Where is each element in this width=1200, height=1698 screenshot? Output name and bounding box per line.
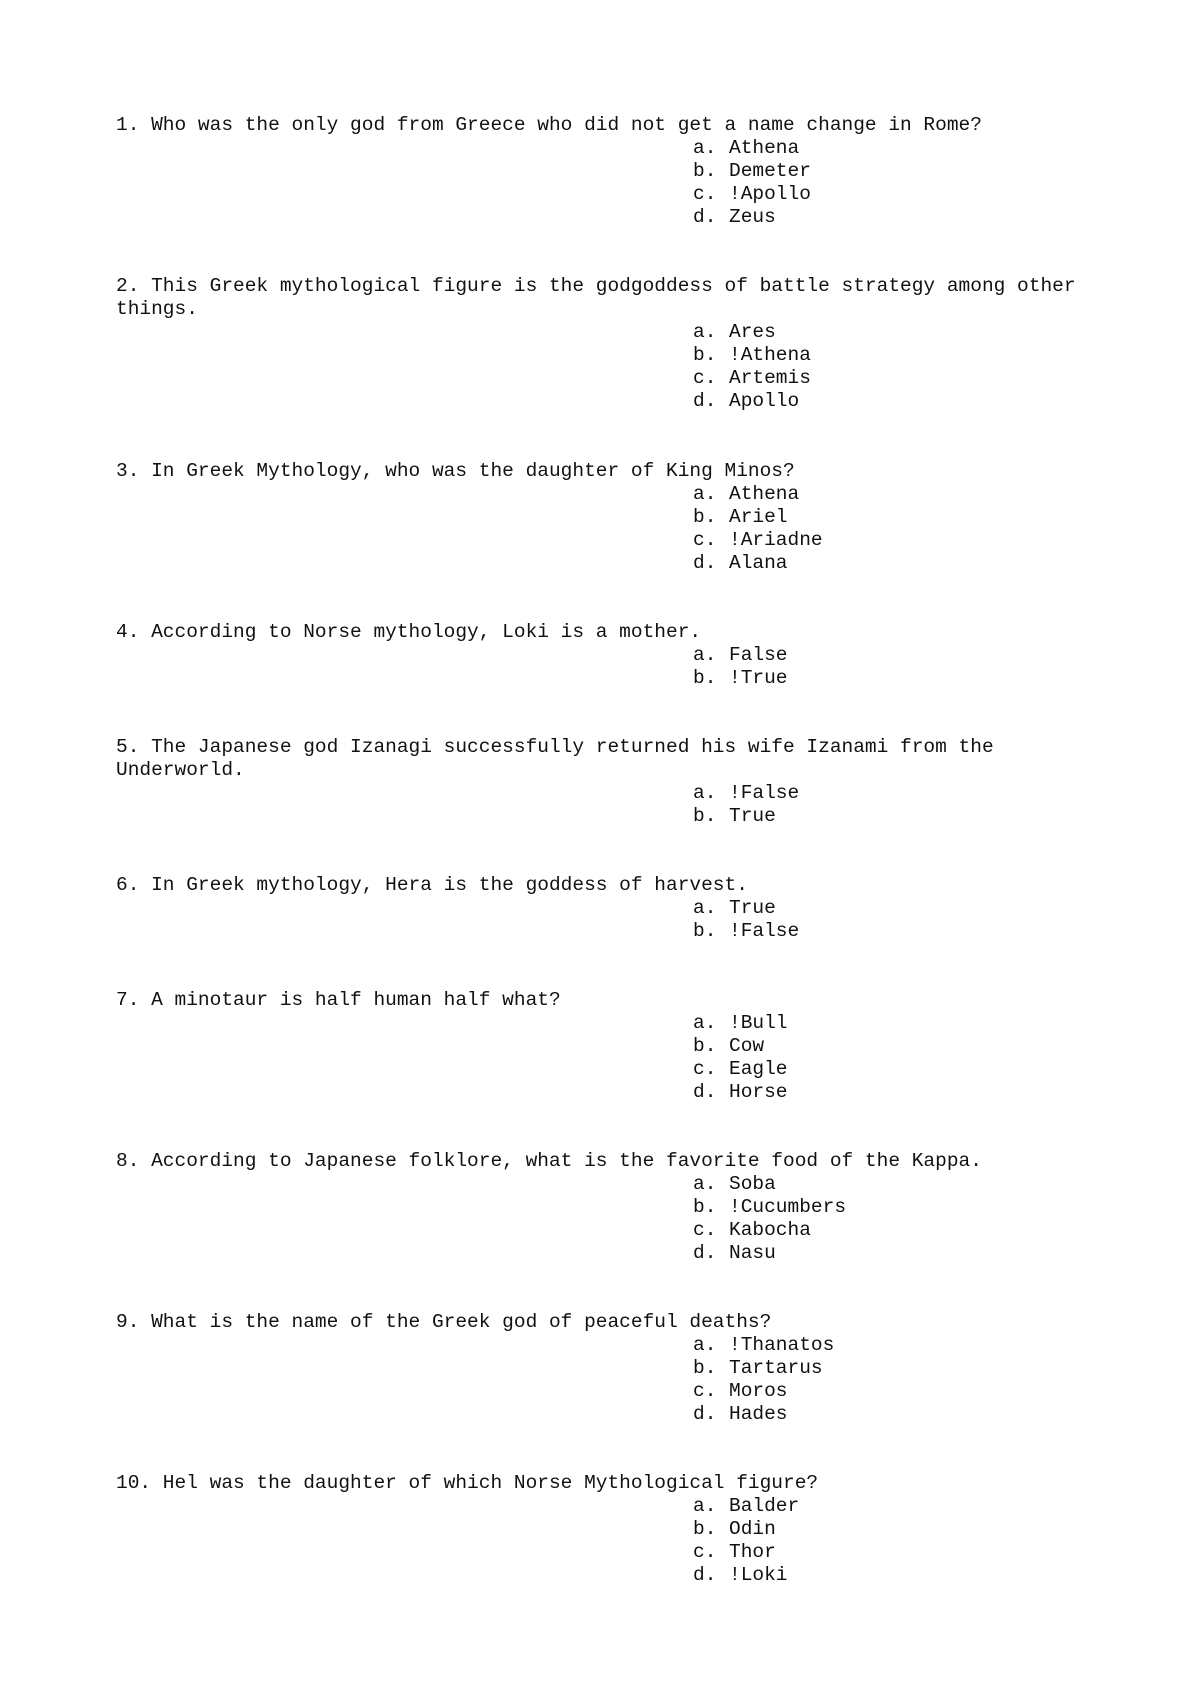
option-label: True (729, 805, 776, 827)
option-label: !Thanatos (729, 1334, 835, 1356)
option-list (116, 483, 1076, 575)
option-b (693, 1196, 1076, 1219)
option-a (693, 1173, 1076, 1196)
option-b (693, 667, 1076, 690)
option-label: Zeus (729, 206, 776, 228)
option-b (693, 805, 1076, 828)
question-text: 7. A minotaur is half human half what? (116, 989, 561, 1011)
question-text: 2. This Greek mythological figure is the godgoddess of battle strategy among other things. (116, 275, 1088, 320)
option-label: Athena (729, 483, 800, 505)
option-label: !Bull (729, 1012, 788, 1034)
option-letter: b. (693, 160, 717, 182)
option-letter: a. (693, 483, 717, 505)
option-list (116, 782, 1076, 828)
option-label: Ariel (729, 506, 788, 528)
option-d (693, 1081, 1076, 1104)
option-label: Artemis (729, 367, 811, 389)
option-letter: a. (693, 1495, 717, 1517)
option-letter: d. (693, 206, 717, 228)
option-b (693, 344, 1076, 367)
option-letter: b. (693, 805, 717, 827)
option-label: Balder (729, 1495, 800, 1517)
question-1 (116, 114, 1076, 229)
option-letter: c. (693, 529, 717, 551)
question-text: 5. The Japanese god Izanagi successfully returned his wife Izanami from the Underworld. (116, 736, 1006, 781)
option-list (116, 897, 1076, 943)
option-a (693, 1012, 1076, 1035)
option-label: !Ariadne (729, 529, 823, 551)
option-letter: b. (693, 1518, 717, 1540)
option-letter: a. (693, 782, 717, 804)
option-a (693, 782, 1076, 805)
option-label: Horse (729, 1081, 788, 1103)
option-label: Apollo (729, 390, 800, 412)
question-text: 1. Who was the only god from Greece who did not get a name change in Rome? (116, 114, 982, 136)
option-letter: b. (693, 344, 717, 366)
option-letter: d. (693, 1403, 717, 1425)
option-b (693, 160, 1076, 183)
option-d (693, 1403, 1076, 1426)
question-text: 10. Hel was the daughter of which Norse Mythological figure? (116, 1472, 819, 1494)
question-3 (116, 460, 1076, 575)
option-list (116, 1173, 1076, 1265)
option-a (693, 321, 1076, 344)
option-label: !Cucumbers (729, 1196, 847, 1218)
question-4 (116, 621, 1076, 690)
option-letter: a. (693, 1012, 717, 1034)
option-letter: c. (693, 1219, 717, 1241)
option-letter: d. (693, 390, 717, 412)
option-letter: c. (693, 1541, 717, 1563)
option-a (693, 483, 1076, 506)
option-letter: b. (693, 506, 717, 528)
option-c (693, 529, 1076, 552)
option-letter: d. (693, 1081, 717, 1103)
option-list (116, 1012, 1076, 1104)
question-5 (116, 736, 1076, 828)
question-6 (116, 874, 1076, 943)
question-8 (116, 1150, 1076, 1265)
option-label: True (729, 897, 776, 919)
option-label: !False (729, 782, 800, 804)
option-list (116, 1495, 1076, 1587)
option-label: !Loki (729, 1564, 788, 1586)
option-letter: c. (693, 367, 717, 389)
question-text: 4. According to Norse mythology, Loki is a mother. (116, 621, 702, 643)
question-text: 6. In Greek mythology, Hera is the goddess of harvest. (116, 874, 748, 896)
option-d (693, 1242, 1076, 1265)
option-letter: a. (693, 897, 717, 919)
option-c (693, 1219, 1076, 1242)
option-letter: b. (693, 1035, 717, 1057)
question-10 (116, 1472, 1076, 1587)
option-label: Kabocha (729, 1219, 811, 1241)
option-label: Athena (729, 137, 800, 159)
option-letter: d. (693, 1242, 717, 1264)
option-list (116, 137, 1076, 229)
option-c (693, 183, 1076, 206)
question-text: 9. What is the name of the Greek god of peaceful deaths? (116, 1311, 772, 1333)
option-d (693, 552, 1076, 575)
option-label: Odin (729, 1518, 776, 1540)
option-list (116, 644, 1076, 690)
option-c (693, 367, 1076, 390)
option-label: Moros (729, 1380, 788, 1402)
option-letter: a. (693, 321, 717, 343)
option-letter: c. (693, 183, 717, 205)
option-letter: a. (693, 137, 717, 159)
option-letter: b. (693, 1196, 717, 1218)
option-letter: b. (693, 1357, 717, 1379)
option-a (693, 897, 1076, 920)
option-label: Nasu (729, 1242, 776, 1264)
option-label: Soba (729, 1173, 776, 1195)
option-letter: a. (693, 1173, 717, 1195)
option-label: !False (729, 920, 800, 942)
option-label: Demeter (729, 160, 811, 182)
option-letter: d. (693, 1564, 717, 1586)
option-label: !True (729, 667, 788, 689)
option-d (693, 206, 1076, 229)
question-text: 3. In Greek Mythology, who was the daughter of King Minos? (116, 460, 795, 482)
question-9 (116, 1311, 1076, 1426)
option-label: Cow (729, 1035, 765, 1057)
option-letter: a. (693, 1334, 717, 1356)
option-label: Alana (729, 552, 788, 574)
option-b (693, 1518, 1076, 1541)
option-c (693, 1380, 1076, 1403)
question-text: 8. According to Japanese folklore, what is the favorite food of the Kappa. (116, 1150, 982, 1172)
option-label: Tartarus (729, 1357, 823, 1379)
option-label: Thor (729, 1541, 776, 1563)
option-label: Hades (729, 1403, 788, 1425)
option-label: Ares (729, 321, 776, 343)
option-d (693, 1564, 1076, 1587)
option-b (693, 506, 1076, 529)
option-a (693, 137, 1076, 160)
option-letter: d. (693, 552, 717, 574)
option-b (693, 1035, 1076, 1058)
option-label: False (729, 644, 788, 666)
question-2 (116, 275, 1088, 413)
option-d (693, 390, 1076, 413)
option-c (693, 1541, 1076, 1564)
option-list (116, 321, 1076, 413)
option-label: !Apollo (729, 183, 811, 205)
option-label: Eagle (729, 1058, 788, 1080)
option-b (693, 920, 1076, 943)
option-label: !Athena (729, 344, 811, 366)
option-list (116, 1334, 1076, 1426)
question-7 (116, 989, 1076, 1104)
option-letter: b. (693, 920, 717, 942)
option-letter: b. (693, 667, 717, 689)
option-c (693, 1058, 1076, 1081)
option-letter: c. (693, 1058, 717, 1080)
option-letter: c. (693, 1380, 717, 1402)
option-a (693, 1334, 1076, 1357)
option-a (693, 644, 1076, 667)
option-b (693, 1357, 1076, 1380)
option-letter: a. (693, 644, 717, 666)
option-a (693, 1495, 1076, 1518)
